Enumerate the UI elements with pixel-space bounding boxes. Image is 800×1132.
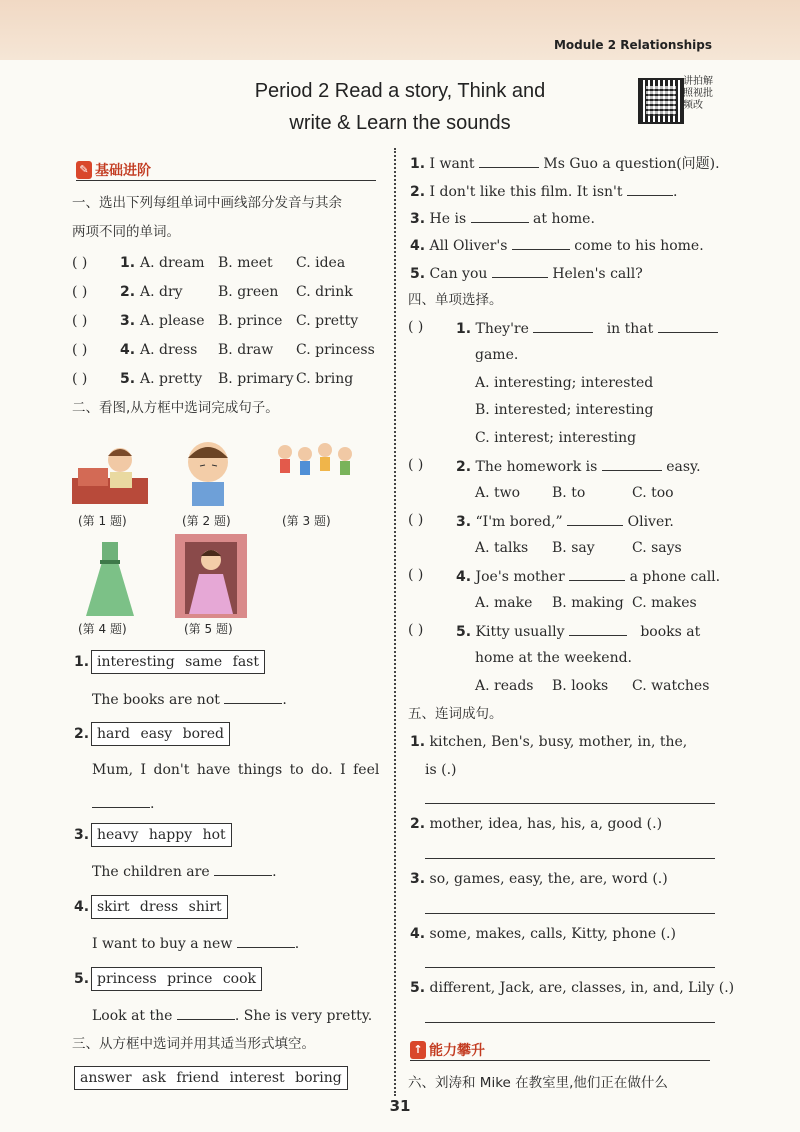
q-number: 3. bbox=[120, 313, 136, 329]
word-box: hard easy bored bbox=[91, 722, 230, 746]
word-box: interesting same fast bbox=[91, 650, 265, 674]
happy-children-picture bbox=[273, 440, 359, 490]
option-a: A. pretty bbox=[140, 371, 203, 387]
section-advanced-title: 能力攀升 bbox=[429, 1043, 485, 1059]
section-advanced-header bbox=[410, 1040, 485, 1060]
part6-heading: 六、刘涛和 Mike 在教室里,他们正在做什么 bbox=[408, 1075, 668, 1091]
part5-heading: 五、连词成句。 bbox=[408, 706, 503, 722]
option-c: C. drink bbox=[296, 284, 353, 300]
question-cont: game. bbox=[475, 347, 519, 363]
option-c: C. too bbox=[632, 485, 674, 501]
part3-heading: 三、从方框中选词并用其适当形式填空。 bbox=[72, 1036, 315, 1052]
option-c: C. says bbox=[632, 540, 682, 556]
scramble-cont: is (.) bbox=[425, 762, 457, 778]
option-a: A. two bbox=[475, 485, 521, 501]
sentence: 3. He is at home. bbox=[410, 207, 595, 229]
option-c: C. princess bbox=[296, 342, 375, 358]
sentence: I want to buy a new . bbox=[92, 932, 299, 954]
page-number: 31 bbox=[389, 1097, 411, 1115]
dress-picture bbox=[80, 538, 140, 618]
option-b: B. draw bbox=[218, 342, 274, 358]
answer-line[interactable] bbox=[425, 858, 715, 859]
sentence: 4. All Oliver's come to his home. bbox=[410, 234, 704, 256]
scramble: 3. so, games, easy, the, are, word (.) bbox=[410, 871, 668, 887]
caption-2: (第 2 题) bbox=[182, 514, 231, 528]
section-basic-header bbox=[76, 160, 151, 180]
caption-4: (第 4 题) bbox=[78, 622, 127, 636]
scramble: 2. mother, idea, has, his, a, good (.) bbox=[410, 816, 663, 832]
question: 1. They're in that bbox=[456, 317, 718, 339]
q-number: 4. bbox=[74, 899, 90, 915]
caption-5: (第 5 题) bbox=[184, 622, 233, 636]
option-a: A. interesting; interested bbox=[475, 375, 654, 391]
answer-line[interactable] bbox=[425, 913, 715, 914]
option-a: A. dry bbox=[140, 284, 183, 300]
question: 4. Joe's mother a phone call. bbox=[456, 565, 720, 587]
question: 3. “I'm bored,” Oliver. bbox=[456, 510, 674, 532]
option-a: A. reads bbox=[475, 678, 534, 694]
answer-blank[interactable] bbox=[214, 860, 272, 876]
answer-paren[interactable]: ( ) bbox=[72, 371, 88, 387]
option-a: A. dream bbox=[140, 255, 205, 271]
period-title-line1: Period 2 Read a story, Think and bbox=[254, 80, 546, 102]
q-number: 2. bbox=[74, 726, 90, 742]
answer-paren[interactable]: ( ) bbox=[408, 457, 424, 473]
option-b: B. interested; interesting bbox=[475, 402, 654, 418]
module-title: Module 2 Relationships bbox=[553, 38, 712, 52]
sentence: Look at the . She is very pretty. bbox=[92, 1004, 372, 1026]
option-a: A. please bbox=[140, 313, 205, 329]
part2-heading: 二、看图,从方框中选词完成句子。 bbox=[72, 400, 279, 416]
sentence: Mum, I don't have things to do. I feel bbox=[92, 762, 380, 778]
qr-label: 讲拍解照视批频改 bbox=[683, 76, 713, 111]
answer-blank[interactable] bbox=[92, 792, 150, 808]
option-c: C. makes bbox=[632, 595, 697, 611]
option-b: B. prince bbox=[218, 313, 283, 329]
answer-blank[interactable] bbox=[533, 317, 593, 333]
q-number: 1. bbox=[120, 255, 136, 271]
option-c: C. idea bbox=[296, 255, 346, 271]
answer-paren[interactable]: ( ) bbox=[408, 567, 424, 583]
word-box: heavy happy hot bbox=[91, 823, 232, 847]
option-a: A. talks bbox=[475, 540, 529, 556]
answer-blank[interactable] bbox=[492, 262, 548, 278]
option-c: C. bring bbox=[296, 371, 354, 387]
part1-heading-2: 两项不同的单词。 bbox=[72, 224, 180, 240]
pencil-icon: ✎ bbox=[76, 161, 92, 179]
word-box: princess prince cook bbox=[91, 967, 262, 991]
question-cont: home at the weekend. bbox=[475, 650, 633, 666]
answer-blank[interactable] bbox=[479, 152, 539, 168]
option-b: B. looks bbox=[552, 678, 609, 694]
section-rule bbox=[410, 1060, 710, 1061]
boy-reading-picture bbox=[70, 438, 150, 508]
answer-blank[interactable] bbox=[627, 180, 673, 196]
answer-blank[interactable] bbox=[569, 565, 625, 581]
column-divider bbox=[394, 148, 396, 1096]
sentence: The books are not . bbox=[92, 688, 287, 710]
answer-paren[interactable]: ( ) bbox=[408, 512, 424, 528]
answer-blank[interactable] bbox=[567, 510, 623, 526]
option-a: A. dress bbox=[140, 342, 198, 358]
answer-line[interactable] bbox=[425, 1022, 715, 1023]
option-b: B. say bbox=[552, 540, 595, 556]
sentence: 1. I want Ms Guo a question(问题). bbox=[410, 152, 720, 174]
answer-blank[interactable] bbox=[569, 620, 627, 636]
option-b: B. meet bbox=[218, 255, 273, 271]
climb-icon: ↑ bbox=[410, 1041, 426, 1059]
sentence: 2. I don't like this film. It isn't . bbox=[410, 180, 677, 202]
answer-blank[interactable] bbox=[471, 207, 529, 223]
answer-paren[interactable]: ( ) bbox=[408, 319, 424, 335]
answer-paren[interactable]: ( ) bbox=[72, 255, 88, 271]
word-box: answer ask friend interest boring bbox=[74, 1066, 348, 1090]
answer-blank[interactable] bbox=[237, 932, 295, 948]
option-c: C. watches bbox=[632, 678, 710, 694]
part1-heading: 一、选出下列每组单词中画线部分发音与其余 bbox=[72, 195, 342, 211]
section-rule bbox=[76, 180, 376, 181]
answer-paren[interactable]: ( ) bbox=[72, 284, 88, 300]
option-a: A. make bbox=[475, 595, 533, 611]
period-title-line2: write & Learn the sounds bbox=[289, 112, 511, 134]
scramble: 4. some, makes, calls, Kitty, phone (.) bbox=[410, 926, 676, 942]
answer-blank[interactable] bbox=[658, 317, 718, 333]
q-number: 3. bbox=[74, 827, 90, 843]
question: 5. Kitty usually books at bbox=[456, 620, 700, 642]
answer-paren[interactable]: ( ) bbox=[72, 342, 88, 358]
option-c: C. pretty bbox=[296, 313, 359, 329]
answer-blank[interactable] bbox=[602, 455, 662, 471]
option-b: B. green bbox=[218, 284, 279, 300]
option-b: B. making bbox=[552, 595, 624, 611]
q-number: 2. bbox=[120, 284, 136, 300]
q-number: 4. bbox=[120, 342, 136, 358]
option-b: B. primary bbox=[218, 371, 294, 387]
answer-blank[interactable] bbox=[224, 688, 282, 704]
q-number: 5. bbox=[74, 971, 90, 987]
q-number: 5. bbox=[120, 371, 136, 387]
sentence-cont: . bbox=[92, 792, 154, 814]
answer-paren[interactable]: ( ) bbox=[408, 622, 424, 638]
answer-blank[interactable] bbox=[512, 234, 570, 250]
scramble: 1. kitchen, Ben's, busy, mother, in, the, bbox=[410, 734, 688, 750]
answer-line[interactable] bbox=[425, 967, 715, 968]
caption-3: (第 3 题) bbox=[282, 514, 331, 528]
option-c: C. interest; interesting bbox=[475, 430, 637, 446]
answer-paren[interactable]: ( ) bbox=[72, 313, 88, 329]
question: 2. The homework is easy. bbox=[456, 455, 701, 477]
caption-1: (第 1 题) bbox=[78, 514, 127, 528]
qr-code-icon[interactable] bbox=[638, 78, 684, 124]
word-box: skirt dress shirt bbox=[91, 895, 228, 919]
q-number: 1. bbox=[74, 654, 90, 670]
sentence: 5. Can you Helen's call? bbox=[410, 262, 643, 284]
princess-picture bbox=[175, 534, 247, 618]
answer-line[interactable] bbox=[425, 803, 715, 804]
section-basic-title: 基础进阶 bbox=[95, 163, 151, 179]
option-b: B. to bbox=[552, 485, 586, 501]
answer-blank[interactable] bbox=[177, 1004, 235, 1020]
bored-boy-picture bbox=[178, 436, 238, 508]
part4-heading: 四、单项选择。 bbox=[408, 292, 503, 308]
sentence: The children are . bbox=[92, 860, 277, 882]
scramble: 5. different, Jack, are, classes, in, and, Lily (.) bbox=[410, 980, 735, 996]
